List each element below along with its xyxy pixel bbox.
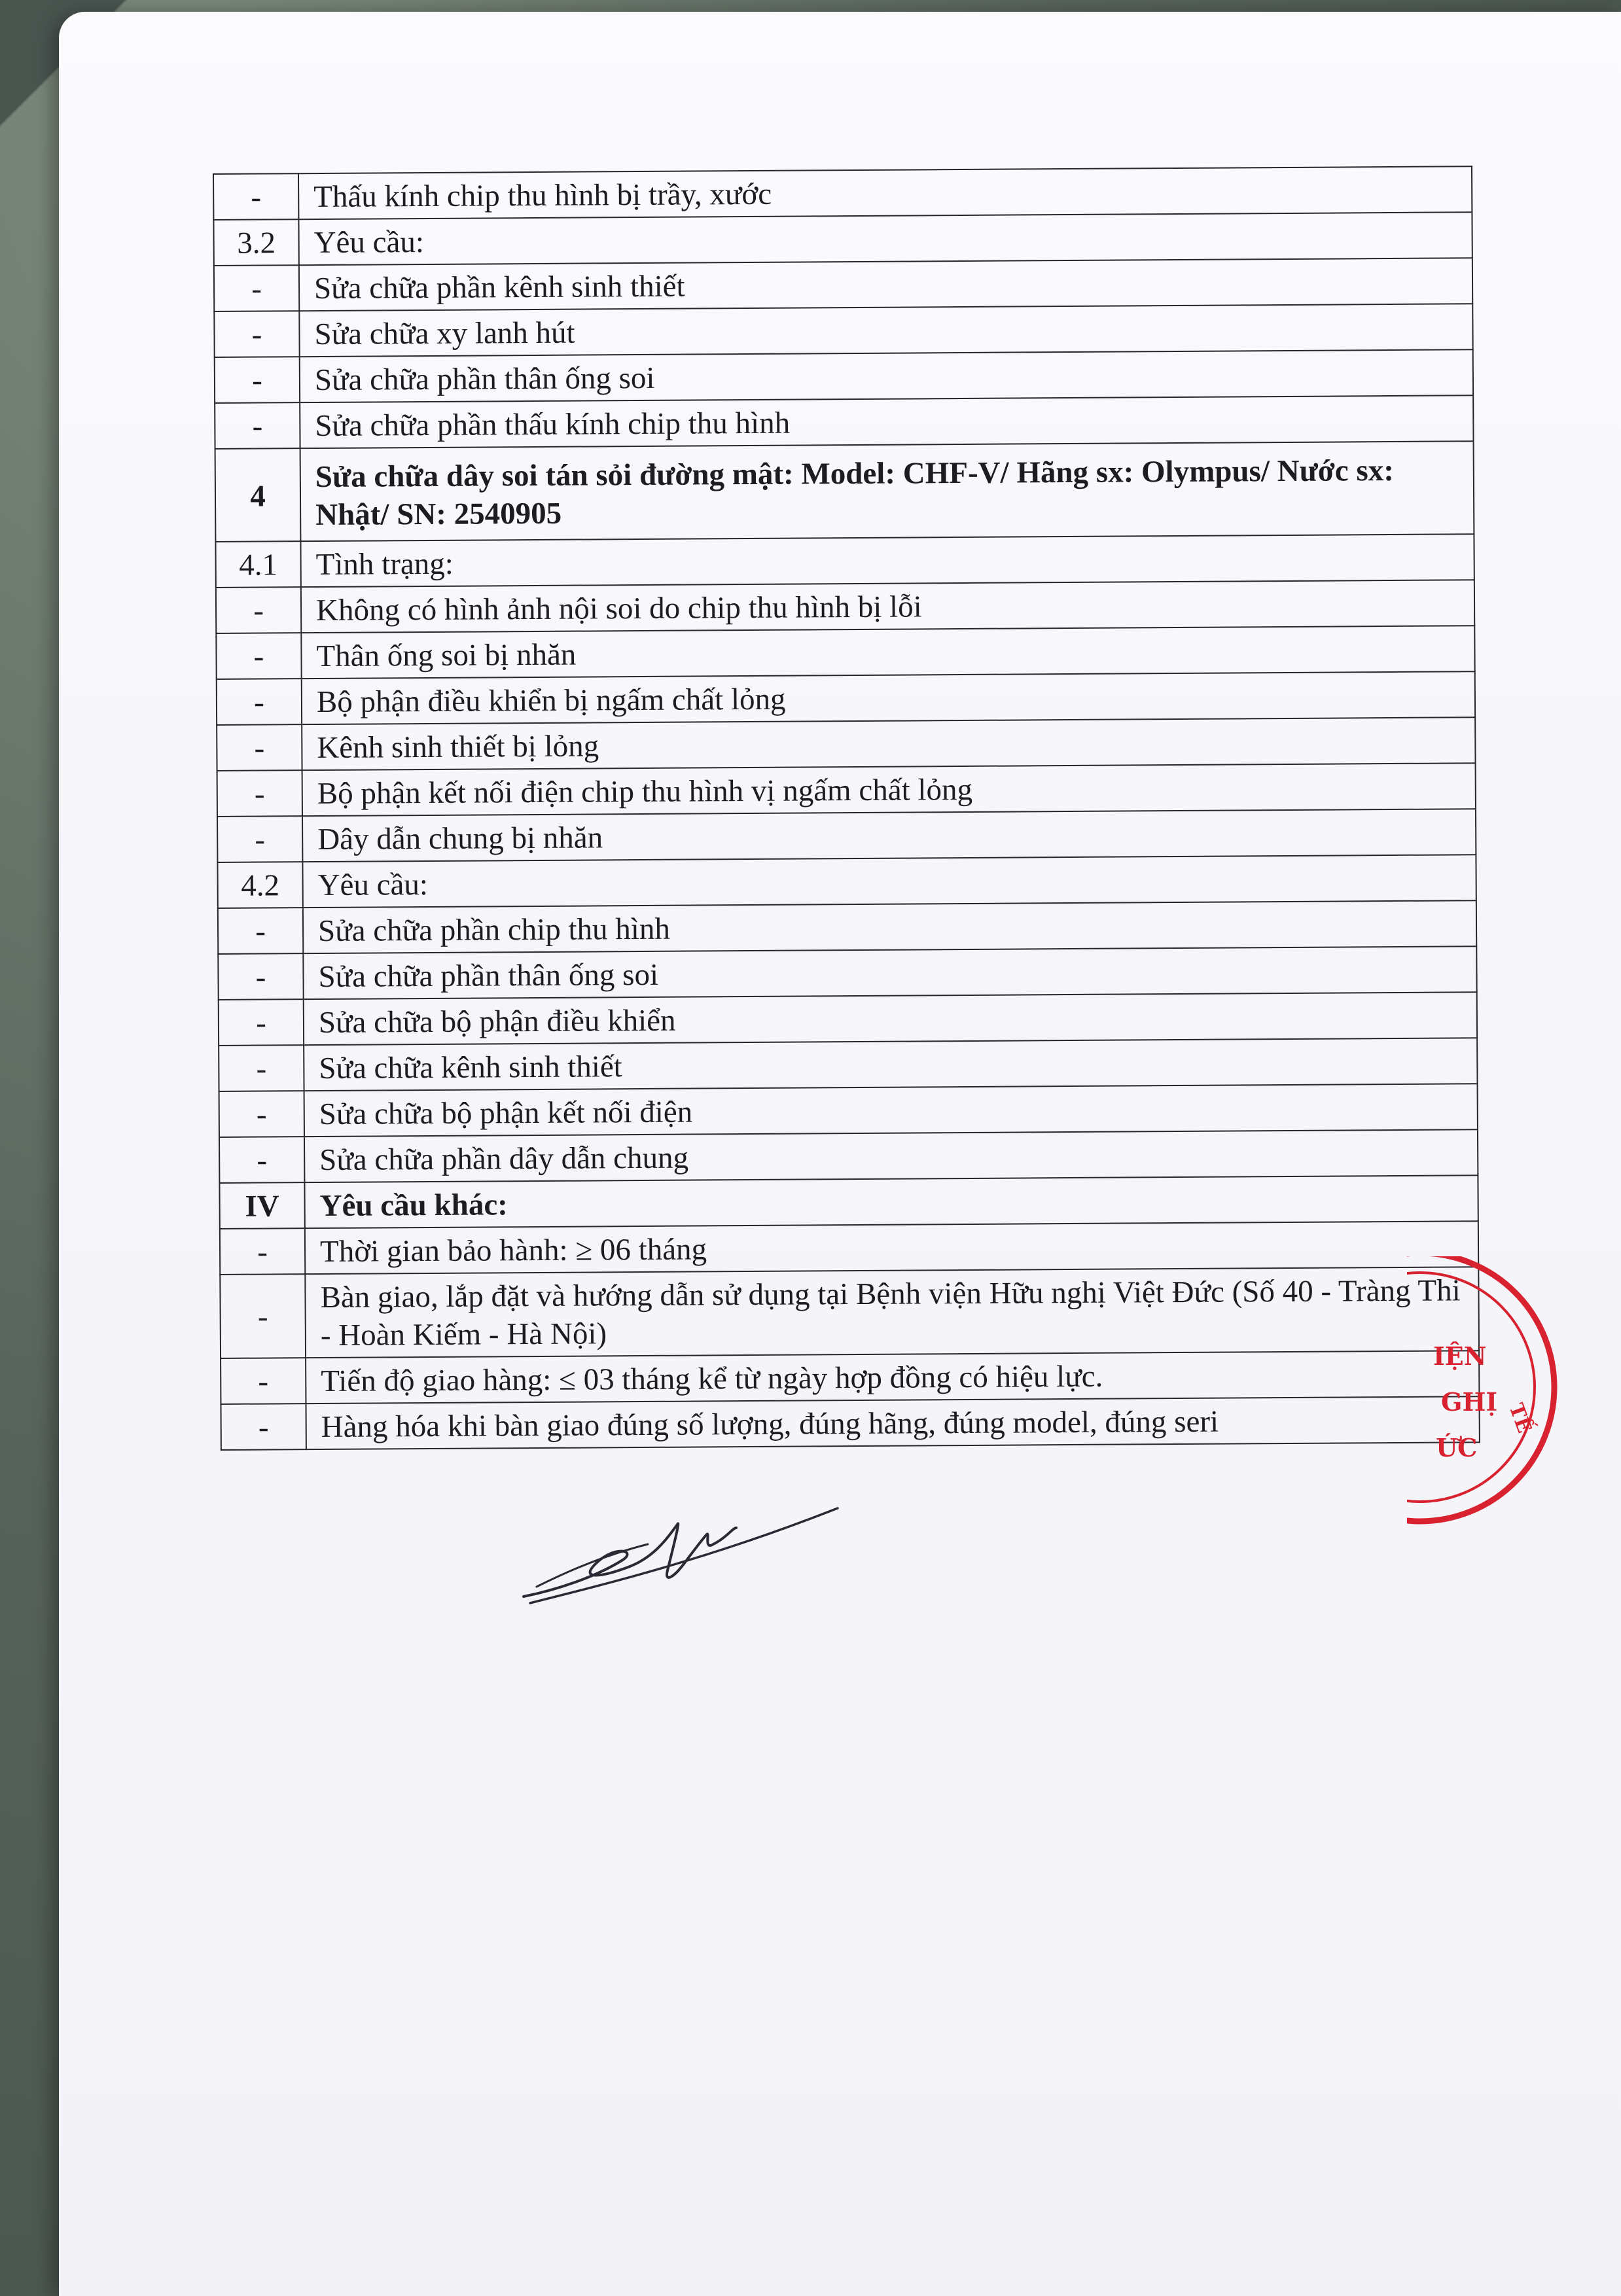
row-number: -: [217, 816, 302, 862]
table-row: [221, 1396, 1479, 1450]
row-number: -: [217, 724, 302, 771]
table-row: [221, 1351, 1479, 1404]
row-number: 4.2: [217, 862, 302, 908]
table-row: [217, 671, 1475, 725]
stamp-text-line: TẾ: [1504, 1400, 1536, 1436]
table-row: [215, 349, 1473, 403]
row-text: Bộ phận điều khiển bị ngấm chất lỏng: [302, 671, 1475, 724]
row-text: Sửa chữa dây soi tán sỏi đường mật: Model: CHF-V/ Hãng sx: Olympus/ Nước sx: Nhật/ SN: 2540905: [300, 441, 1474, 541]
row-number: -: [219, 1137, 304, 1183]
row-text: Thời gian bảo hành: ≥ 06 tháng: [305, 1221, 1478, 1274]
row-text: Thân ống soi bị nhăn: [301, 626, 1474, 679]
row-number: -: [217, 679, 302, 725]
table-row: [214, 304, 1472, 357]
red-seal-stamp: [1407, 1256, 1564, 1531]
row-text: Sửa chữa kênh sinh thiết: [304, 1038, 1477, 1091]
row-number: -: [219, 1091, 304, 1137]
table-row: [215, 395, 1473, 449]
row-number: -: [216, 633, 301, 679]
row-number: -: [217, 770, 302, 817]
row-number: 4: [215, 448, 301, 542]
row-number: -: [213, 173, 298, 220]
row-number: -: [214, 311, 299, 357]
table-row: [216, 626, 1474, 679]
row-number: -: [219, 999, 304, 1046]
table-row: [218, 946, 1476, 1000]
row-text: Sửa chữa phần kênh sinh thiết: [299, 258, 1472, 311]
row-text: Sửa chữa phần thân ống soi: [300, 349, 1473, 402]
row-number: -: [221, 1358, 306, 1404]
row-number: -: [214, 265, 299, 311]
row-text: Không có hình ảnh nội soi do chip thu hình bị lỗi: [301, 580, 1474, 633]
row-number: -: [220, 1228, 305, 1275]
row-text: Sửa chữa bộ phận kết nối điện: [304, 1084, 1478, 1137]
row-text: Thấu kính chip thu hình bị trầy, xước: [298, 166, 1472, 219]
row-number: -: [218, 953, 303, 1000]
requirements-table: [213, 166, 1480, 1451]
row-text: Sửa chữa phần chip thu hình: [303, 900, 1476, 953]
row-text: Yêu cầu:: [302, 855, 1476, 908]
table-row: [219, 1129, 1478, 1183]
row-number: -: [219, 1045, 304, 1091]
table-row: [217, 717, 1475, 771]
table-row: [213, 166, 1472, 220]
row-text: Hàng hóa khi bàn giao đúng số lượng, đúng hãng, đúng model, đúng seri: [306, 1396, 1479, 1449]
row-text: Sửa chữa phần dây dẫn chung: [304, 1129, 1478, 1182]
table-row: [220, 1221, 1478, 1275]
row-number: 3.2: [213, 219, 298, 266]
table-row: [218, 900, 1476, 954]
row-text: Sửa chữa phần thân ống soi: [303, 946, 1476, 999]
row-text: Kênh sinh thiết bị lỏng: [302, 717, 1475, 770]
row-text: Tiến độ giao hàng: ≤ 03 tháng kể từ ngày hợp đồng có hiệu lực.: [306, 1351, 1479, 1404]
row-number: -: [215, 357, 300, 403]
table-row: [214, 258, 1472, 311]
stamp-text-line: GHỊ: [1441, 1387, 1498, 1417]
row-number: IV: [219, 1182, 304, 1229]
handwritten-signature: [517, 1498, 844, 1610]
row-text: Yêu cầu:: [298, 212, 1472, 265]
row-text: Sửa chữa bộ phận điều khiển: [304, 992, 1477, 1045]
row-number: -: [216, 587, 301, 633]
table-row: [216, 580, 1474, 633]
table-row: [219, 1084, 1478, 1137]
table-row: [220, 1267, 1479, 1358]
table-row: [215, 534, 1474, 588]
row-text: Sửa chữa xy lanh hút: [299, 304, 1472, 357]
row-text: Bàn giao, lắp đặt và hướng dẫn sử dụng tại Bệnh viện Hữu nghị Việt Đức (Số 40 - Tràng Thi - Hoàn Kiếm - Hà Nội): [305, 1267, 1479, 1358]
row-number: -: [220, 1274, 306, 1358]
section-heading-row: [215, 441, 1474, 542]
row-number: -: [221, 1404, 306, 1450]
row-text: Bộ phận kết nối điện chip thu hình vị ngấm chất lỏng: [302, 763, 1476, 816]
row-number: -: [218, 908, 303, 954]
row-text: Yêu cầu khác:: [304, 1175, 1478, 1228]
stamp-text-line: ỨC: [1436, 1433, 1478, 1462]
table-row: [219, 1038, 1477, 1091]
table-row: [217, 855, 1476, 908]
table-row: [217, 809, 1476, 862]
row-text: Sửa chữa phần thấu kính chip thu hình: [300, 395, 1473, 448]
table-row: [219, 992, 1477, 1046]
stamp-text-line: IỆN: [1433, 1341, 1487, 1371]
row-number: -: [215, 402, 300, 449]
table-row: [213, 212, 1472, 266]
row-text: Tình trạng:: [300, 534, 1474, 587]
row-text: Dây dẫn chung bị nhăn: [302, 809, 1476, 862]
section-heading-row: [219, 1175, 1478, 1229]
table-row: [217, 763, 1476, 817]
row-number: 4.1: [215, 541, 300, 588]
